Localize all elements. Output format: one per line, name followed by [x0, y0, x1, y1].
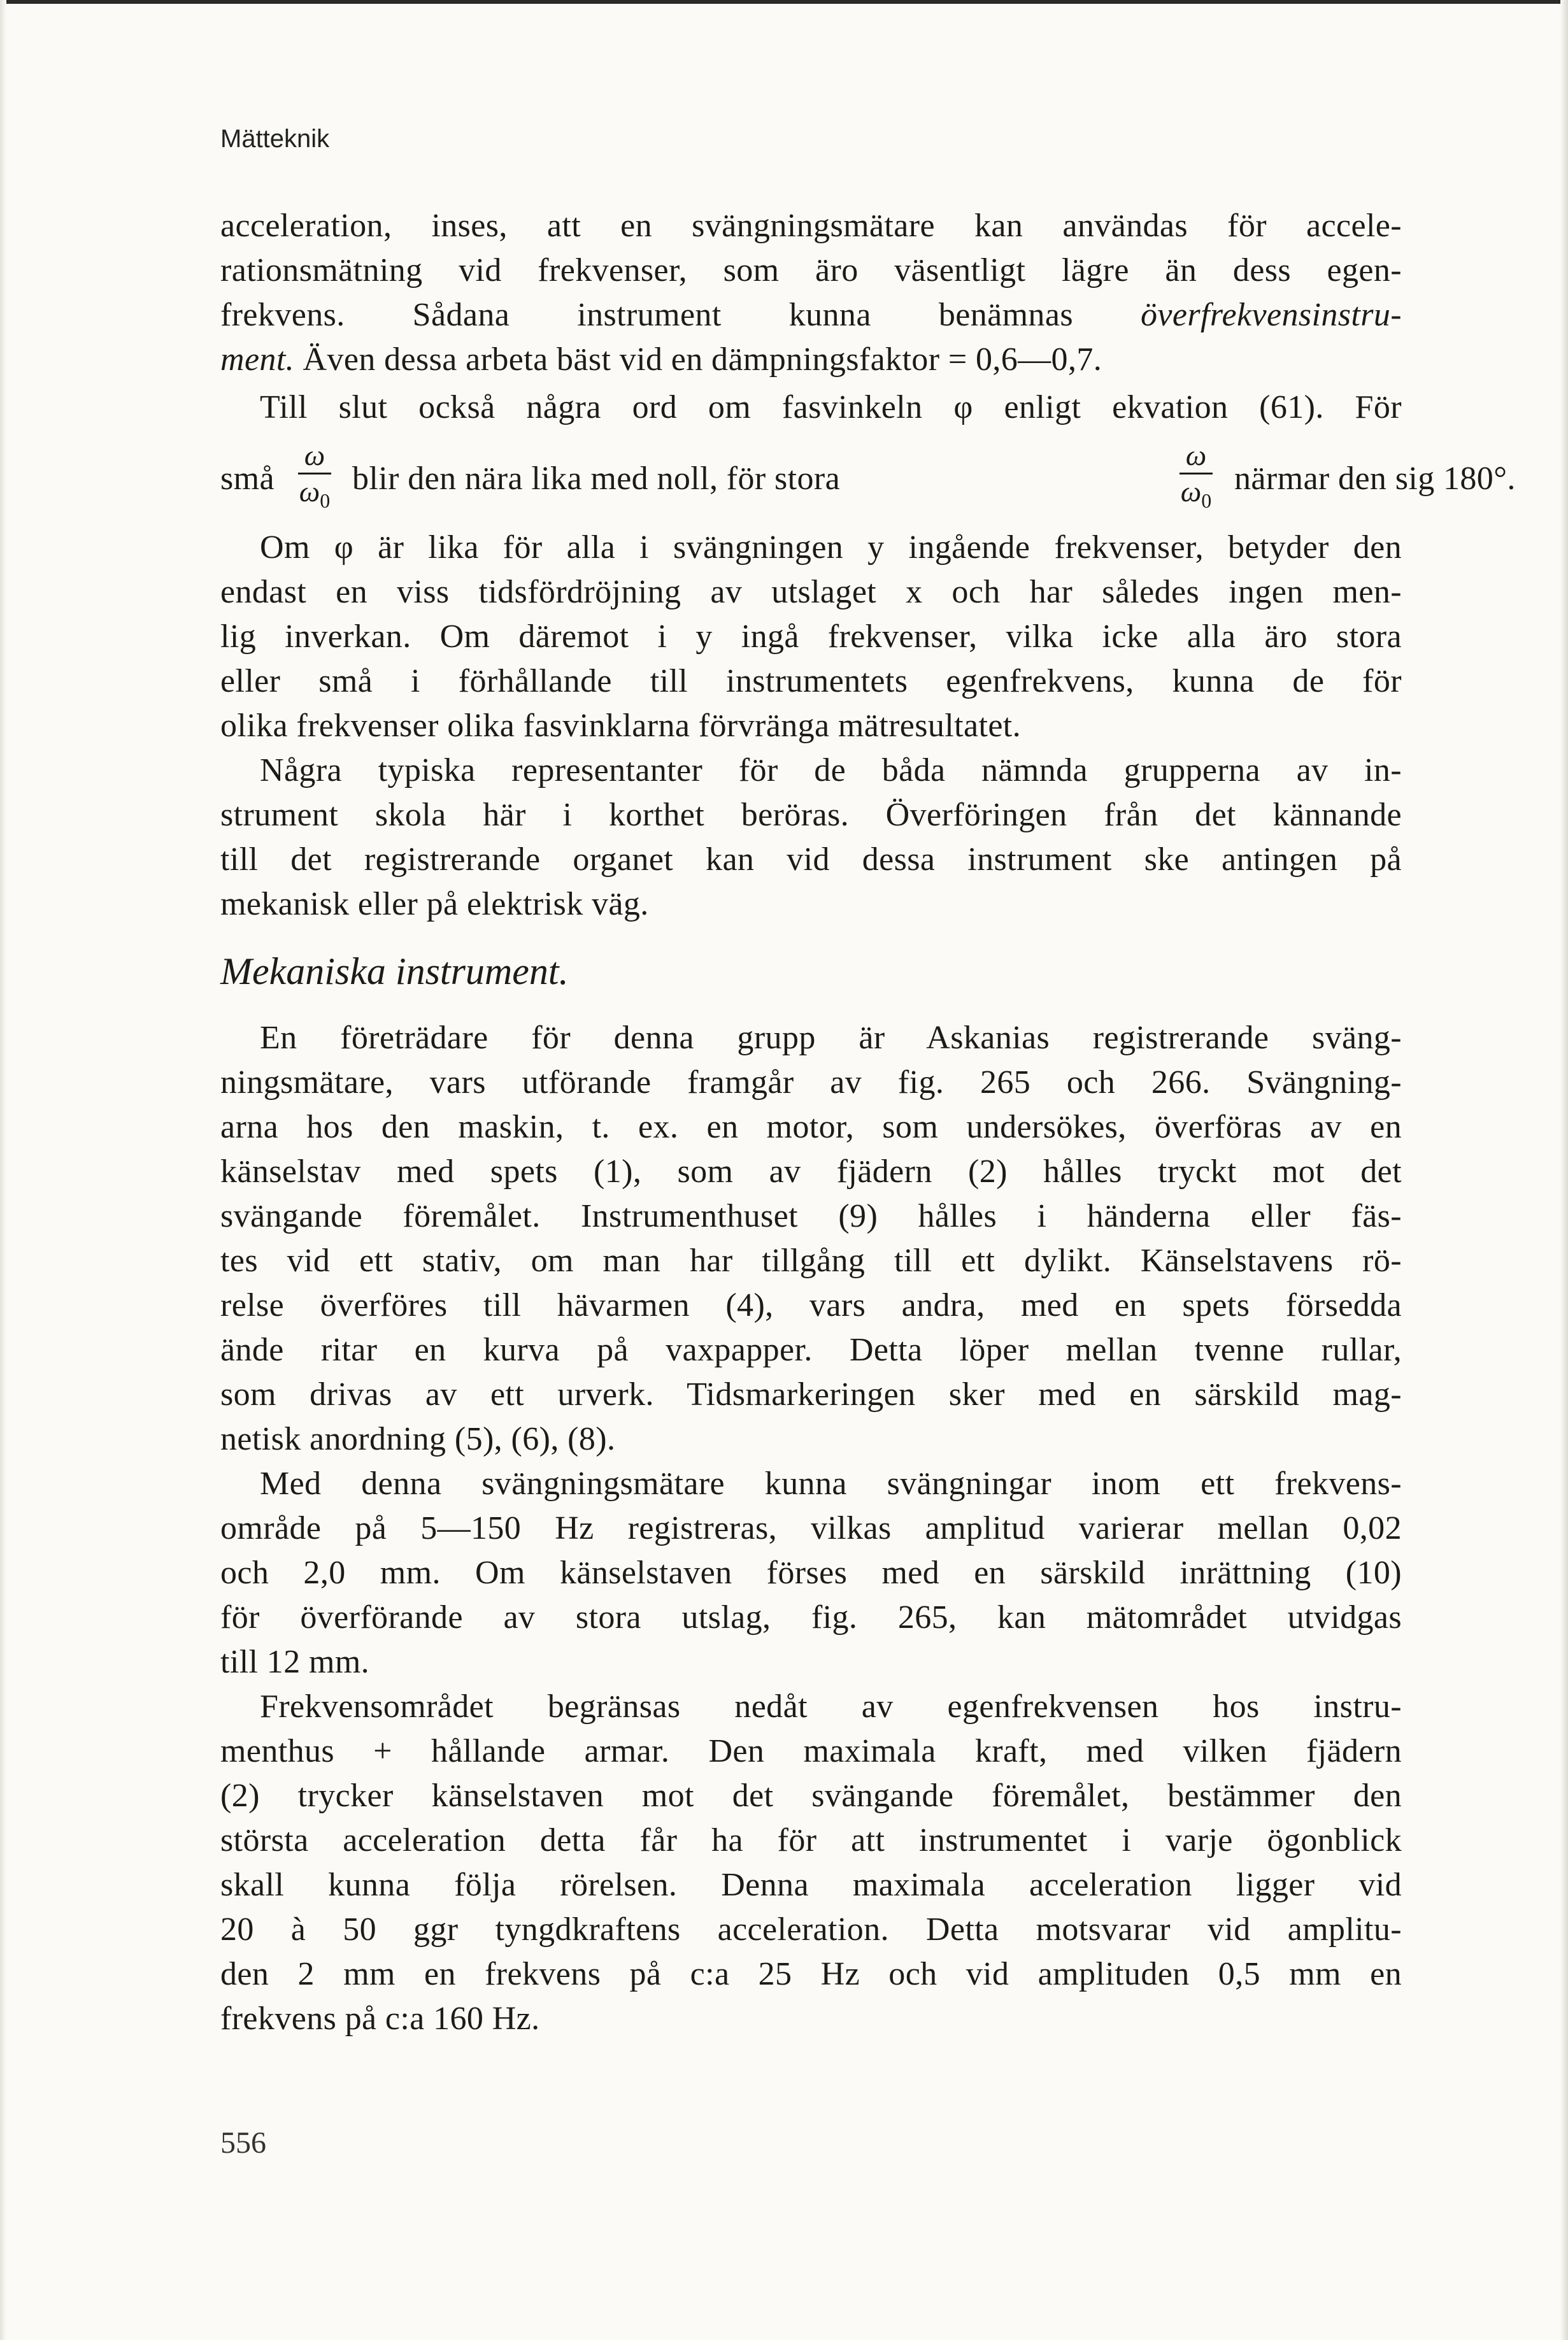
text-line: [220, 573, 1402, 611]
text-line: [220, 796, 1402, 834]
text-line: [220, 662, 1402, 701]
text-line-content: som drivas av ett urverk. Tidsmarkeringen sker med en särskild mag-: [220, 1376, 1402, 1413]
text-line-content: område på 5—150 Hz registreras, vilkas amplitud varierar mellan 0,02: [220, 1510, 1402, 1546]
text-line: [220, 1019, 1402, 1057]
text-line: [220, 1108, 1402, 1146]
text-line: [220, 1376, 1402, 1414]
text-line: [220, 1643, 1402, 1681]
text-line-content: olika frekvenser olika fasvinklarna förvränga mätresultatet.: [220, 708, 1022, 744]
text-line-content: svängande föremålet. Instrumenthuset (9) hålles i händerna eller fäs-: [220, 1198, 1402, 1234]
text-line: [220, 1197, 1402, 1236]
fraction-numerator: ω: [1185, 439, 1207, 471]
text-line: [220, 752, 1402, 790]
text-line-content: frekvens. Sådana instrument kunna benämnas: [220, 297, 1141, 333]
fraction-denominator: [1177, 474, 1215, 513]
text-line-content: största acceleration detta får ha för att instrumentet i varje ögonblick: [220, 1822, 1402, 1858]
text-line-content: eller små i förhållande till instrumentets egenfrekvens, kunna de för: [220, 663, 1402, 699]
text-line-content: menthus + hållande armar. Den maximala kraft, med vilken fjädern: [220, 1733, 1402, 1769]
text-line: [220, 1242, 1402, 1280]
text-line-content: tes vid ett stativ, om man har tillgång till ett dylikt. Känselstavens rö-: [220, 1243, 1402, 1279]
text-line: [220, 1554, 1402, 1592]
text-line-content: strument skola här i korthet beröras. Överföringen från det kännande: [220, 797, 1402, 833]
text-line-content: ände ritar en kurva på vaxpapper. Detta löper mellan tvenne rullar,: [220, 1332, 1402, 1368]
text-line-content: acceleration, inses, att en svängningsmätare kan användas för accele-: [220, 208, 1402, 244]
text-line: [220, 618, 1402, 656]
fraction-line-part2: blir den nära lika med noll, för stora: [352, 460, 841, 497]
text-line-content: känselstav med spets (1), som av fjädern (2) hålles tryckt mot det: [220, 1153, 1402, 1190]
text-line: [220, 296, 1402, 334]
text-line: [220, 1509, 1402, 1548]
omega-ratio-fraction-2: [1177, 438, 1215, 513]
fraction-line: [220, 438, 1516, 515]
italic-term: ment.: [220, 341, 295, 378]
text-line: [220, 207, 1402, 245]
text-line-content: Några typiska representanter för de båda nämnda grupperna av in-: [260, 752, 1402, 788]
text-line-content: 20 à 50 ggr tyngdkraftens acceleration. Detta motsvarar vid amplitu-: [220, 1911, 1402, 1948]
text-line: [220, 341, 1402, 379]
running-header: Mätteknik: [220, 125, 330, 153]
scan-left-edge: [0, 0, 6, 2340]
text-line-content: skall kunna följa rörelsen. Denna maximala acceleration ligger vid: [220, 1867, 1402, 1903]
fraction-den-subscript: 0: [320, 489, 331, 513]
fraction-den-symbol: ω: [1180, 475, 1202, 508]
scan-right-edge: [1560, 0, 1568, 2340]
text-line-content: mekanisk eller på elektrisk väg.: [220, 886, 649, 922]
text-line: [220, 841, 1402, 879]
text-line-content: Till slut också några ord om fasvinkeln φ enligt ekvation (61). För: [260, 389, 1402, 425]
text-line-content: endast en viss tidsfördröjning av utslaget x och har således ingen men-: [220, 574, 1402, 610]
text-line: [220, 1287, 1402, 1325]
text-line: [220, 1465, 1402, 1503]
italic-term: överfrekvensinstru-: [1141, 297, 1402, 333]
text-line-content: för överförande av stora utslag, fig. 265, kan mätområdet utvidgas: [220, 1599, 1402, 1636]
section-heading: Mekaniska instrument.: [220, 950, 569, 992]
text-line: [220, 529, 1402, 567]
text-line-content: rationsmätning vid frekvenser, som äro väsentligt lägre än dess egen-: [220, 252, 1402, 289]
text-line: [220, 1866, 1402, 1904]
text-line: [220, 885, 1402, 924]
text-line-content: till 12 mm.: [220, 1644, 370, 1680]
fraction-den-subscript: 0: [1201, 489, 1212, 513]
fraction-line-part1: små: [220, 460, 274, 497]
page-number: 556: [220, 2126, 266, 2160]
text-line: [220, 1064, 1402, 1102]
fraction-denominator: [296, 474, 334, 513]
fraction-den-symbol: ω: [299, 475, 320, 508]
text-line-content: Även dessa arbeta bäst vid en dämpningsfaktor = 0,6—0,7.: [294, 341, 1102, 378]
text-line-content: och 2,0 mm. Om känselstaven förses med en särskild inrättning (10): [220, 1555, 1402, 1591]
scan-top-edge: [0, 0, 1568, 4]
text-line: [220, 1599, 1402, 1637]
text-line-content: netisk anordning (5), (6), (8).: [220, 1421, 616, 1457]
text-line-content: relse överföres till hävarmen (4), vars andra, med en spets försedda: [220, 1287, 1402, 1323]
text-line: [220, 1732, 1402, 1771]
text-line: [220, 1955, 1402, 1994]
text-line: [220, 2000, 1402, 2038]
text-line: [220, 1688, 1402, 1726]
text-line: [220, 1153, 1402, 1191]
text-line-content: ningsmätare, vars utförande framgår av fig. 265 och 266. Svängning-: [220, 1064, 1402, 1101]
text-line: [220, 1911, 1402, 1949]
text-line-content: arna hos den maskin, t. ex. en motor, som undersökes, överföras av en: [220, 1109, 1402, 1145]
text-line-content: frekvens på c:a 160 Hz.: [220, 2001, 540, 2037]
text-line-content: lig inverkan. Om däremot i y ingå frekvenser, vilka icke alla äro stora: [220, 618, 1402, 655]
fraction-line-part3: närmar den sig 180°.: [1234, 460, 1516, 497]
text-line: [220, 1331, 1402, 1369]
text-line: [220, 252, 1402, 290]
text-line-content: Frekvensområdet begränsas nedåt av egenfrekvensen hos instru-: [260, 1688, 1402, 1725]
text-line-content: En företrädare för denna grupp är Askanias registrerande sväng-: [260, 1020, 1402, 1056]
text-line: [220, 1777, 1402, 1815]
omega-ratio-fraction-1: [296, 438, 334, 513]
text-line: [220, 1420, 1402, 1459]
fraction-numerator: ω: [304, 439, 325, 471]
text-line: [220, 1822, 1402, 1860]
text-line-content: Med denna svängningsmätare kunna svängningar inom ett frekvens-: [260, 1466, 1402, 1502]
text-line-content: Om φ är lika för alla i svängningen y ingående frekvenser, betyder den: [260, 529, 1402, 566]
text-line: [220, 389, 1402, 427]
text-line-content: till det registrerande organet kan vid dessa instrument ske antingen på: [220, 841, 1402, 878]
text-line-content: den 2 mm en frekvens på c:a 25 Hz och vid amplituden 0,5 mm en: [220, 1956, 1402, 1992]
text-line: [220, 707, 1402, 745]
text-line-content: (2) trycker känselstaven mot det svängande föremålet, bestämmer den: [220, 1778, 1402, 1814]
